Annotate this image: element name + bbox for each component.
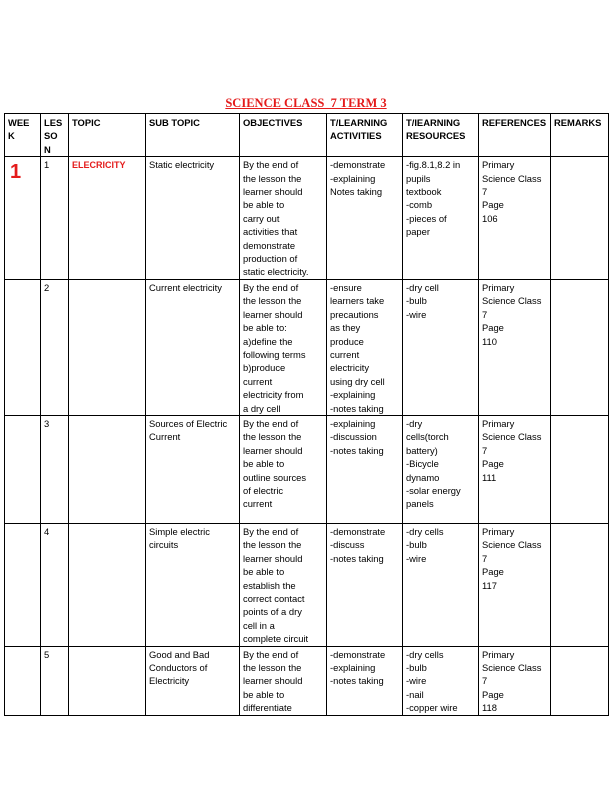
activities-cell: -explaining -discussion -notes taking — [327, 415, 403, 523]
scheme-of-work-table — [4, 113, 609, 716]
topic-cell — [69, 523, 146, 646]
lesson-cell: 5 — [41, 646, 69, 715]
topic-label: ELECRICITY — [72, 160, 126, 171]
resources-cell: -dry cells -bulb -wire — [403, 523, 479, 646]
topic-cell — [69, 157, 146, 280]
table-row — [5, 646, 609, 715]
objectives-cell: By the end of the lesson the learner should be able to carry out activities that demonstrate production of static electricity. — [240, 157, 327, 280]
objectives-cell: By the end of the lesson the learner should be able to differentiate — [240, 646, 327, 715]
sub-topic-cell: Sources of Electric Current — [146, 415, 240, 523]
week-cell — [5, 415, 41, 523]
sub-topic-cell: Static electricity — [146, 157, 240, 280]
lesson-cell: 1 — [41, 157, 69, 280]
lesson-cell: 4 — [41, 523, 69, 646]
resources-cell: -dry cells -bulb -wire -nail -copper wire — [403, 646, 479, 715]
objectives-cell: By the end of the lesson the learner should be able to establish the correct contact points of a dry cell in a complete circuit — [240, 523, 327, 646]
remarks-cell — [551, 523, 609, 646]
remarks-cell — [551, 646, 609, 715]
header-lesson: LES SO N — [41, 114, 69, 157]
header-sub-topic: SUB TOPIC — [146, 114, 240, 157]
activities-cell: -demonstrate -discuss -notes taking — [327, 523, 403, 646]
document-title: SCIENCE CLASS 7 TERM 3 — [225, 96, 387, 110]
topic-cell — [69, 279, 146, 415]
references-cell: Primary Science Class 7 Page 117 — [479, 523, 551, 646]
references-cell: Primary Science Class 7 Page 110 — [479, 279, 551, 415]
header-row — [5, 114, 609, 157]
table-row — [5, 279, 609, 415]
header-topic: TOPIC — [69, 114, 146, 157]
week-cell — [5, 279, 41, 415]
week-cell — [5, 646, 41, 715]
header-objectives: OBJECTIVES — [240, 114, 327, 157]
sub-topic-cell: Simple electric circuits — [146, 523, 240, 646]
table-row — [5, 415, 609, 523]
table-row — [5, 523, 609, 646]
header-week: WEE K — [5, 114, 41, 157]
objectives-cell: By the end of the lesson the learner should be able to: a)define the following terms b)produce current electricity from a dry cell — [240, 279, 327, 415]
table-row — [5, 157, 609, 280]
resources-cell: -fig.8.1,8.2 in pupils textbook -comb -pieces of paper — [403, 157, 479, 280]
week-number: 1 — [10, 161, 22, 184]
references-cell: Primary Science Class 7 Page 106 — [479, 157, 551, 280]
activities-cell: -demonstrate -explaining Notes taking — [327, 157, 403, 280]
lesson-cell: 3 — [41, 415, 69, 523]
lesson-cell: 2 — [41, 279, 69, 415]
topic-cell — [69, 415, 146, 523]
header-remarks: REMARKS — [551, 114, 609, 157]
activities-cell: -demonstrate -explaining -notes taking — [327, 646, 403, 715]
header-resources: T/IEARNING RESOURCES — [403, 114, 479, 157]
objectives-cell: By the end of the lesson the learner should be able to outline sources of electric current — [240, 415, 327, 523]
references-cell: Primary Science Class 7 Page 111 — [479, 415, 551, 523]
remarks-cell — [551, 279, 609, 415]
sub-topic-cell: Current electricity — [146, 279, 240, 415]
week-cell — [5, 523, 41, 646]
header-activities: T/LEARNING ACTIVITIES — [327, 114, 403, 157]
week-cell — [5, 157, 41, 280]
activities-cell: -ensure learners take precautions as they produce current electricity using dry cell -explaining -notes taking — [327, 279, 403, 415]
remarks-cell — [551, 157, 609, 280]
sub-topic-cell: Good and Bad Conductors of Electricity — [146, 646, 240, 715]
header-references: REFERENCES — [479, 114, 551, 157]
remarks-cell — [551, 415, 609, 523]
topic-cell — [69, 646, 146, 715]
resources-cell: -dry cells(torch battery) -Bicycle dynamo -solar energy panels — [403, 415, 479, 523]
references-cell: Primary Science Class 7 Page 118 — [479, 646, 551, 715]
resources-cell: -dry cell -bulb -wire — [403, 279, 479, 415]
